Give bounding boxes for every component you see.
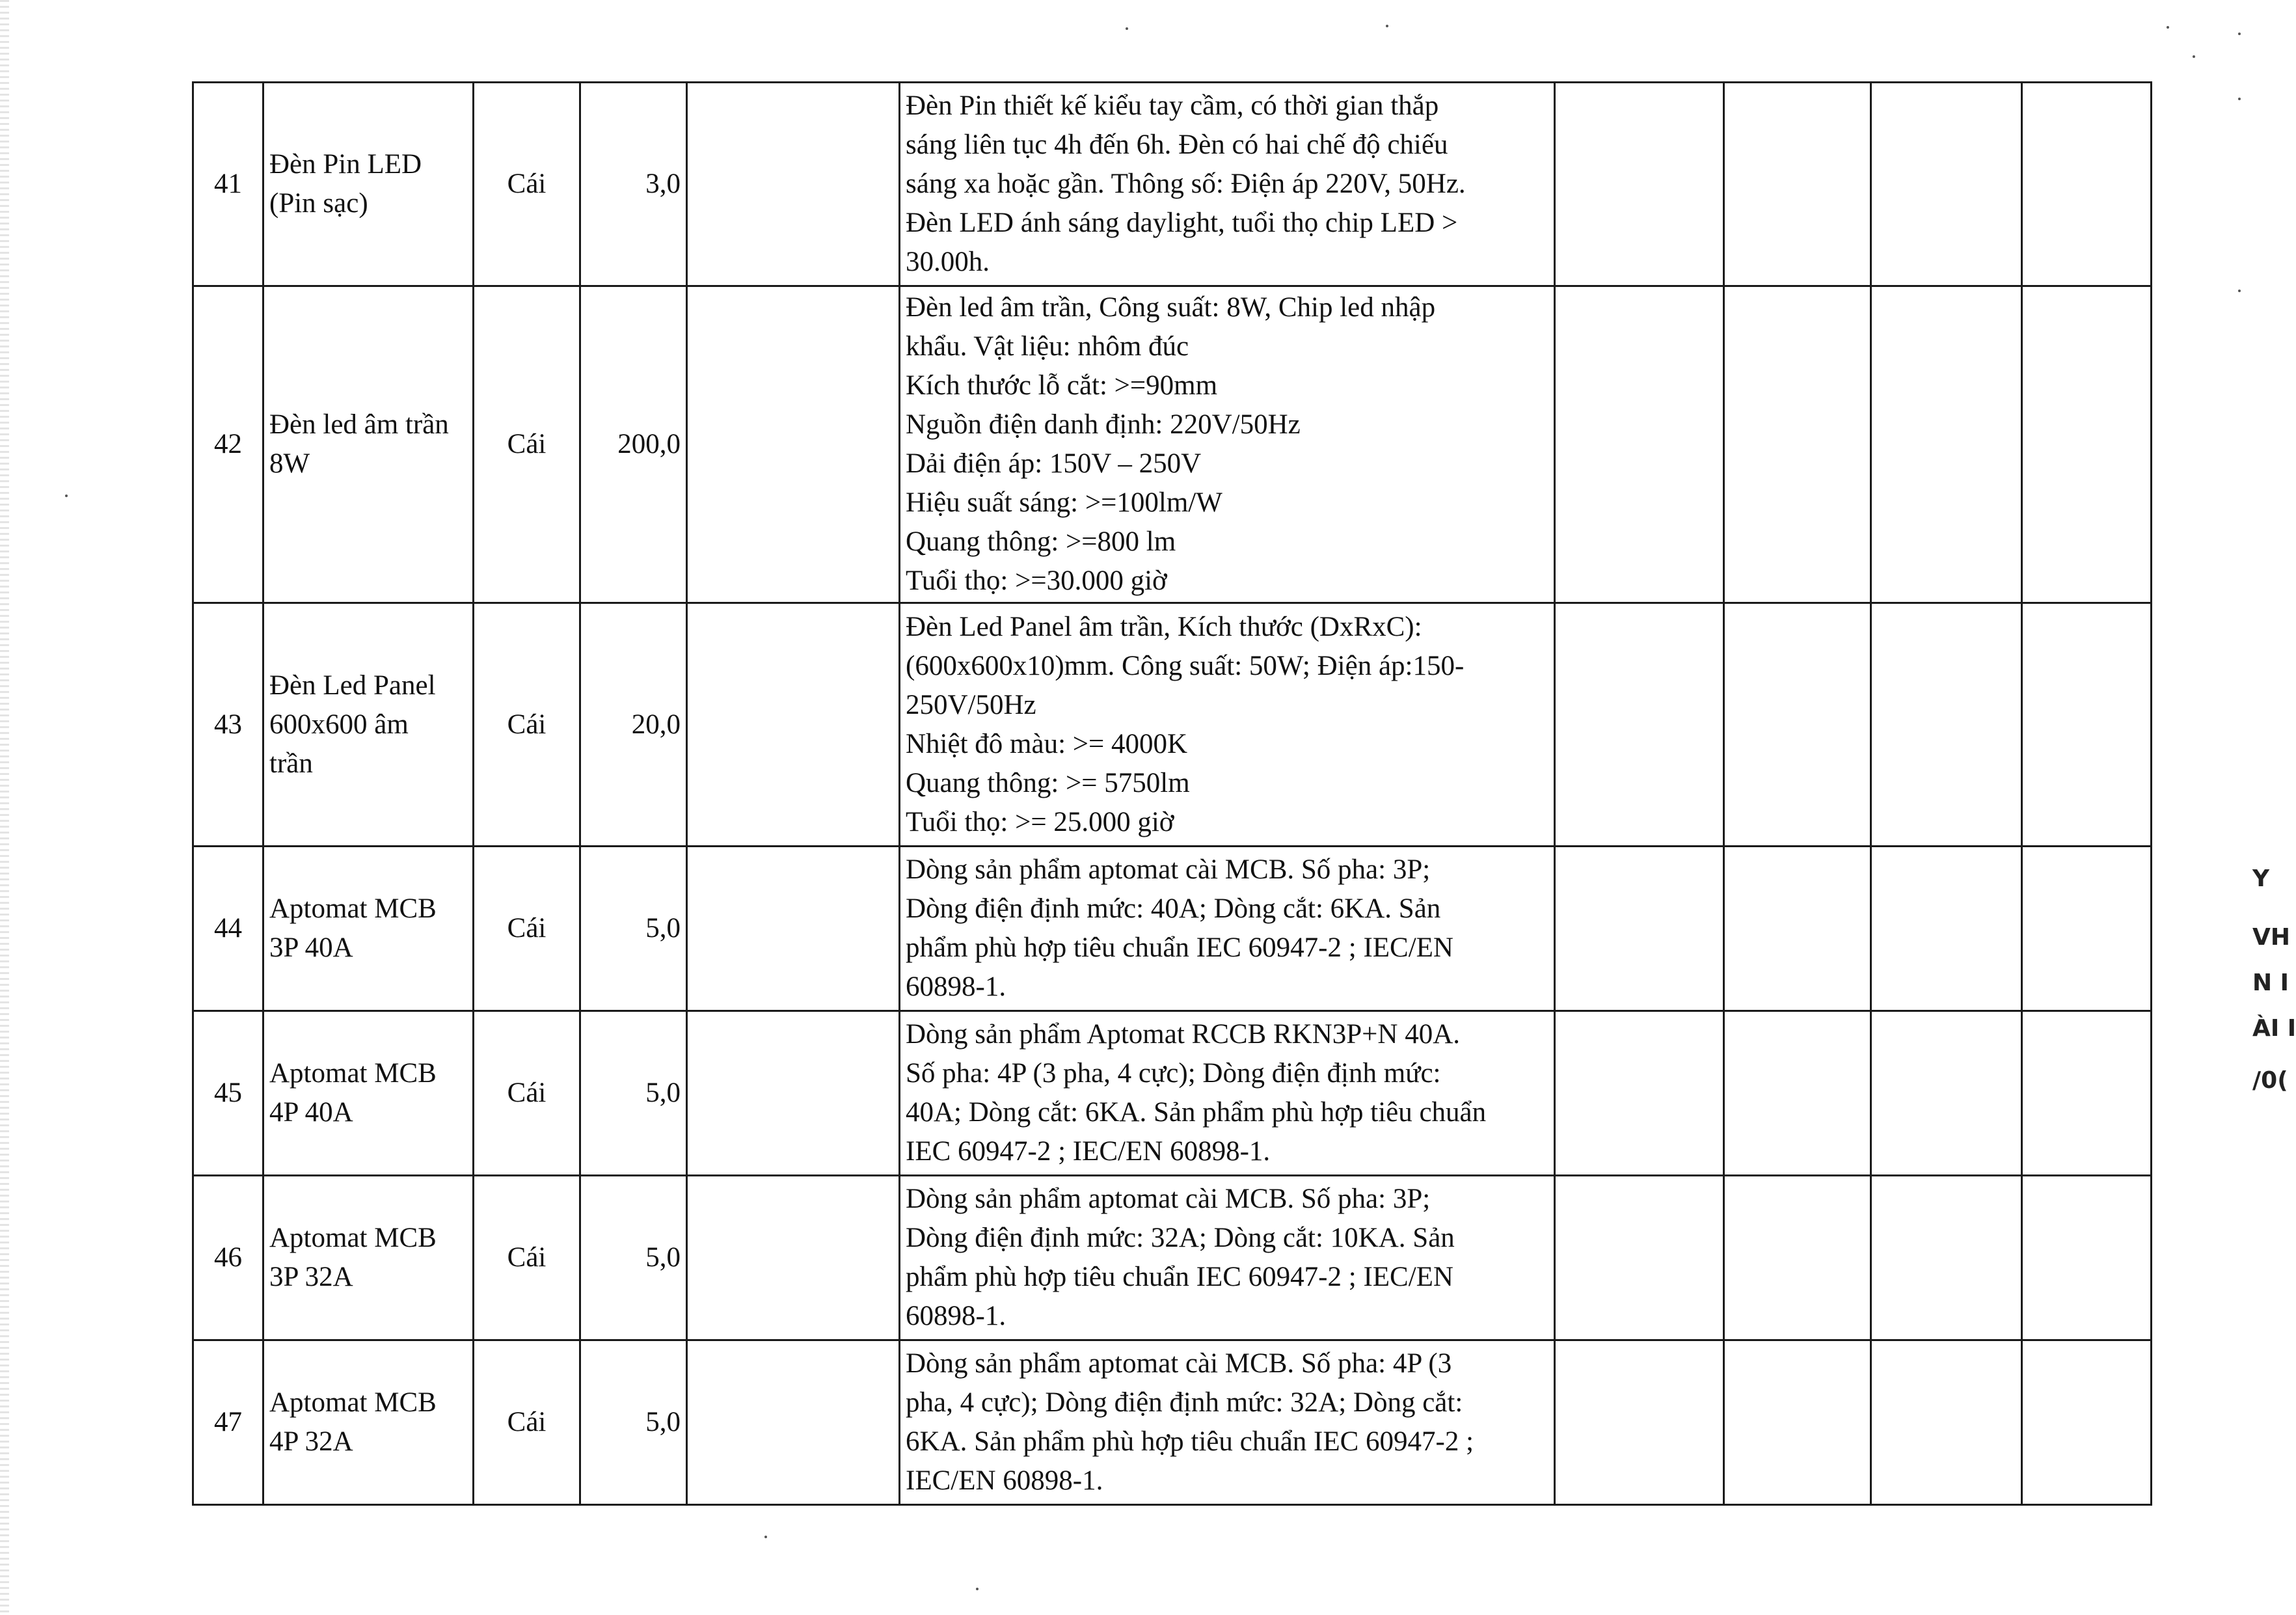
row-stt-cell: 42	[193, 286, 263, 603]
empty-cell	[687, 603, 900, 847]
stamp-text: /0(	[2252, 1067, 2288, 1094]
spec-line: Dòng điện định mức: 32A; Dòng cắt: 10KA. Sản	[906, 1223, 1455, 1253]
empty-cell	[2022, 847, 2152, 1011]
spec-line: Quang thông: >=800 lm	[906, 526, 1176, 557]
spec-line: Nguồn điện danh định: 220V/50Hz	[906, 409, 1301, 440]
spec-line: (600x600x10)mm. Công suất: 50W; Điện áp:150-	[906, 650, 1465, 681]
empty-cell	[1871, 83, 2022, 286]
scan-speck	[2238, 290, 2241, 292]
empty-cell	[687, 1340, 900, 1505]
empty-cell	[1555, 83, 1724, 286]
empty-cell	[1724, 1011, 1871, 1176]
spec-line: Đèn Pin thiết kế kiểu tay cầm, có thời gian thắp	[906, 90, 1439, 121]
empty-cell	[1871, 1176, 2022, 1340]
item-name-line: 3P 32A	[269, 1262, 353, 1292]
spec-cell	[900, 1011, 1555, 1176]
empty-cell	[1724, 1176, 1871, 1340]
quantity-cell: 200,0	[580, 286, 687, 603]
empty-cell	[687, 1011, 900, 1176]
scan-edge-stripe	[0, 0, 9, 1615]
scan-speck	[1126, 27, 1128, 30]
item-name-cell	[263, 603, 474, 847]
item-name-line: (Pin sạc)	[269, 188, 368, 219]
item-name-line: 4P 32A	[269, 1426, 353, 1457]
spec-line: Dòng sản phẩm Aptomat RCCB RKN3P+N 40A.	[906, 1019, 1461, 1050]
spec-line: Dòng sản phẩm aptomat cài MCB. Số pha: 3P;	[906, 854, 1431, 885]
quantity-cell: 5,0	[580, 1176, 687, 1340]
spec-cell	[900, 847, 1555, 1011]
quantity-cell: 20,0	[580, 603, 687, 847]
spec-line: Đèn LED ánh sáng daylight, tuổi thọ chip LED >	[906, 208, 1458, 238]
row-stt-cell: 43	[193, 603, 263, 847]
spec-cell	[900, 1340, 1555, 1505]
spec-cell	[900, 286, 1555, 603]
empty-cell	[1724, 603, 1871, 847]
empty-cell	[1724, 847, 1871, 1011]
table-row	[193, 847, 2152, 1011]
spec-line: Hiệu suất sáng: >=100lm/W	[906, 487, 1222, 518]
spec-line: Đèn led âm trần, Công suất: 8W, Chip led nhập	[906, 292, 1436, 323]
empty-cell	[1724, 286, 1871, 603]
item-name-cell	[263, 1011, 474, 1176]
unit-cell: Cái	[474, 847, 580, 1011]
scan-speck	[976, 1588, 979, 1590]
scan-speck	[1386, 25, 1388, 27]
quantity-cell: 5,0	[580, 847, 687, 1011]
item-name-line: 8W	[269, 448, 310, 479]
item-name-cell	[263, 286, 474, 603]
empty-cell	[1871, 603, 2022, 847]
item-name-line: Aptomat MCB	[269, 1223, 437, 1253]
table-row	[193, 1011, 2152, 1176]
empty-cell	[687, 1176, 900, 1340]
empty-cell	[1871, 1340, 2022, 1505]
empty-cell	[1871, 1011, 2022, 1176]
spec-line: Dòng sản phẩm aptomat cài MCB. Số pha: 4P (3	[906, 1348, 1452, 1379]
row-stt-cell: 47	[193, 1340, 263, 1505]
empty-cell	[687, 83, 900, 286]
spec-line: 250V/50Hz	[906, 689, 1036, 720]
scan-speck	[2193, 55, 2195, 58]
unit-cell: Cái	[474, 1176, 580, 1340]
spec-line: phẩm phù hợp tiêu chuẩn IEC 60947-2 ; IEC/EN	[906, 932, 1453, 963]
empty-cell	[1555, 847, 1724, 1011]
scan-speck	[2238, 98, 2241, 100]
spec-line: Nhiệt đô màu: >= 4000K	[906, 728, 1188, 759]
empty-cell	[1724, 1340, 1871, 1505]
row-stt-cell: 46	[193, 1176, 263, 1340]
spec-line: 60898-1.	[906, 971, 1006, 1002]
table-row	[193, 603, 2152, 847]
empty-cell	[1555, 1340, 1724, 1505]
item-name-cell	[263, 1176, 474, 1340]
row-stt-cell: 44	[193, 847, 263, 1011]
row-stt-cell: 45	[193, 1011, 263, 1176]
spec-line: Số pha: 4P (3 pha, 4 cực); Dòng điện định mức:	[906, 1058, 1441, 1089]
spec-cell	[900, 1176, 1555, 1340]
spec-cell	[900, 603, 1555, 847]
stamp-text: ÀI I	[2252, 1015, 2296, 1042]
spec-line: 6KA. Sản phẩm phù hợp tiêu chuẩn IEC 60947-2 ;	[906, 1426, 1474, 1457]
scan-speck	[764, 1536, 767, 1538]
empty-cell	[687, 847, 900, 1011]
item-name-cell	[263, 83, 474, 286]
unit-cell: Cái	[474, 1011, 580, 1176]
item-name-cell	[263, 1340, 474, 1505]
item-name-line: Aptomat MCB	[269, 1387, 437, 1418]
empty-cell	[2022, 1176, 2152, 1340]
unit-cell: Cái	[474, 286, 580, 603]
scan-speck	[2167, 26, 2169, 29]
item-name-line: 4P 40A	[269, 1097, 353, 1128]
empty-cell	[1724, 83, 1871, 286]
empty-cell	[1555, 603, 1724, 847]
table-row	[193, 286, 2152, 603]
spec-line: Dải điện áp: 150V – 250V	[906, 448, 1202, 479]
item-name-line: Đèn Pin LED	[269, 149, 422, 180]
item-name-line: trần	[269, 748, 313, 779]
quantity-cell: 5,0	[580, 1011, 687, 1176]
table-row	[193, 1176, 2152, 1340]
item-name-line: Đèn led âm trần	[269, 409, 449, 440]
spec-line: khẩu. Vật liệu: nhôm đúc	[906, 331, 1189, 362]
spec-cell	[900, 83, 1555, 286]
item-name-line: 600x600 âm	[269, 709, 409, 740]
stamp-text: N I	[2252, 970, 2289, 996]
unit-cell: Cái	[474, 603, 580, 847]
quantity-cell: 5,0	[580, 1340, 687, 1505]
scan-speck	[2238, 33, 2241, 35]
row-stt-cell: 41	[193, 83, 263, 286]
empty-cell	[1555, 1176, 1724, 1340]
stamp-text: VH	[2252, 924, 2290, 951]
empty-cell	[1871, 847, 2022, 1011]
spec-line: IEC 60947-2 ; IEC/EN 60898-1.	[906, 1136, 1271, 1167]
item-name-line: Aptomat MCB	[269, 1058, 437, 1089]
empty-cell	[2022, 1011, 2152, 1176]
unit-cell: Cái	[474, 1340, 580, 1505]
empty-cell	[2022, 286, 2152, 603]
empty-cell	[687, 286, 900, 603]
item-name-line: Aptomat MCB	[269, 893, 437, 924]
quantity-cell: 3,0	[580, 83, 687, 286]
item-name-cell	[263, 847, 474, 1011]
spec-line: sáng xa hoặc gần. Thông số: Điện áp 220V, 50Hz.	[906, 169, 1466, 199]
unit-cell: Cái	[474, 83, 580, 286]
spec-line: Dòng sản phẩm aptomat cài MCB. Số pha: 3P;	[906, 1184, 1431, 1214]
spec-line: pha, 4 cực); Dòng điện định mức: 32A; Dòng cắt:	[906, 1387, 1463, 1418]
spec-line: 60898-1.	[906, 1301, 1006, 1331]
spec-line: Tuổi thọ: >= 25.000 giờ	[906, 806, 1174, 837]
empty-cell	[1871, 286, 2022, 603]
empty-cell	[2022, 1340, 2152, 1505]
equipment-spec-table	[192, 81, 2152, 1506]
spec-line: Kích thước lỗ cắt: >=90mm	[906, 370, 1218, 401]
spec-line: Dòng điện định mức: 40A; Dòng cắt: 6KA. Sản	[906, 893, 1441, 924]
scan-speck	[65, 495, 68, 497]
spec-line: Quang thông: >= 5750lm	[906, 767, 1190, 798]
spec-line: IEC/EN 60898-1.	[906, 1465, 1103, 1496]
table-row	[193, 83, 2152, 286]
empty-cell	[1555, 1011, 1724, 1176]
item-name-line: 3P 40A	[269, 932, 353, 963]
empty-cell	[1555, 286, 1724, 603]
spec-line: 30.00h.	[906, 247, 990, 277]
empty-cell	[2022, 603, 2152, 847]
spec-line: Tuổi thọ: >=30.000 giờ	[906, 565, 1167, 596]
item-name-line: Đèn Led Panel	[269, 670, 436, 701]
empty-cell	[2022, 83, 2152, 286]
spec-line: Đèn Led Panel âm trần, Kích thước (DxRxC):	[906, 611, 1422, 642]
table-row	[193, 1340, 2152, 1505]
spec-line: phẩm phù hợp tiêu chuẩn IEC 60947-2 ; IEC/EN	[906, 1262, 1453, 1292]
spec-line: sáng liên tục 4h đến 6h. Đèn có hai chế độ chiếu	[906, 129, 1448, 160]
stamp-text: Y	[2252, 865, 2270, 892]
spec-line: 40A; Dòng cắt: 6KA. Sản phẩm phù hợp tiêu chuẩn	[906, 1097, 1487, 1128]
stamp-fragment	[2252, 852, 2296, 1126]
